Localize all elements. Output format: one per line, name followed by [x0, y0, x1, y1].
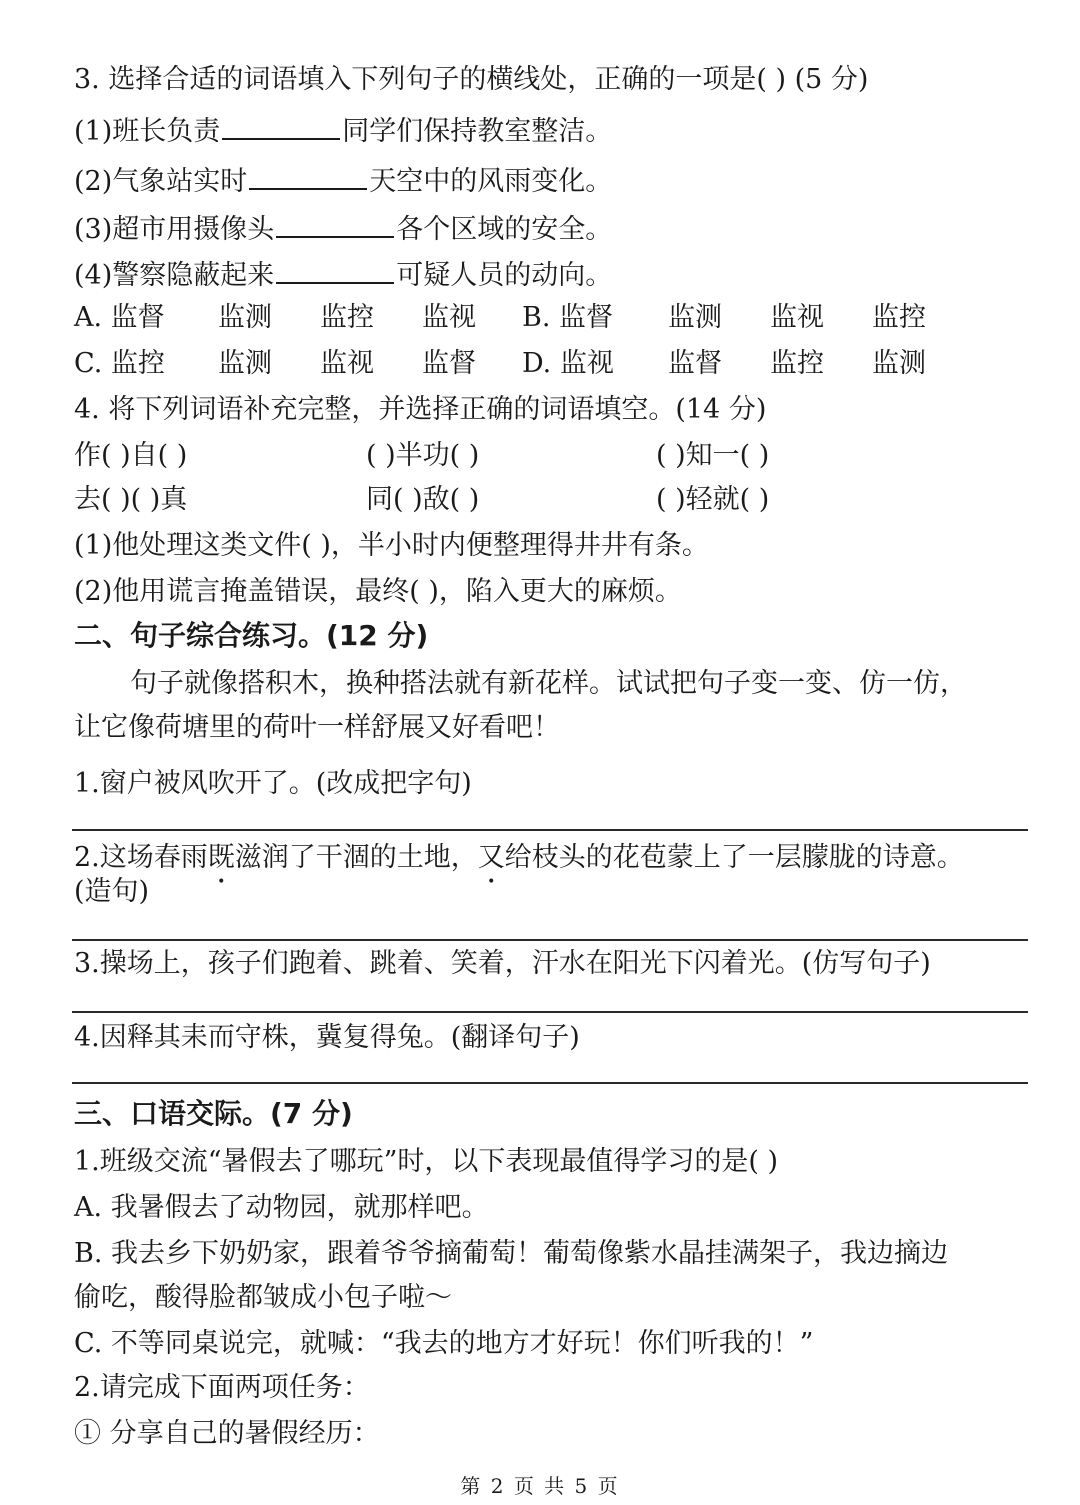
section-3-heading: 三、口语交际。(7 分): [74, 1097, 353, 1130]
s3-option-a[interactable]: A. 我暑假去了动物园，就那样吧。: [74, 1192, 489, 1223]
sentence-text: 同学们保持教室整洁。: [342, 116, 613, 147]
option-a-word-2: 监测: [218, 302, 272, 333]
sentence-text: (1)班长负责: [74, 116, 221, 147]
sentence-text: 各个区域的安全。: [396, 214, 613, 245]
idiom-blank[interactable]: ( )知一( ): [656, 440, 770, 471]
option-d-word-4: 监测: [872, 348, 926, 379]
option-b-word-1[interactable]: B. 监督: [522, 302, 614, 333]
answer-line[interactable]: [72, 829, 1028, 831]
s2-question-1: 1.窗户被风吹开了。(改成把字句): [74, 768, 472, 799]
sentence-text: 2.这场春雨: [74, 842, 208, 873]
s3-question-2: 2.请完成下面两项任务：: [74, 1372, 370, 1403]
answer-line[interactable]: [72, 1011, 1028, 1013]
section-2-intro-cont: 让它像荷塘里的荷叶一样舒展又好看吧！: [74, 712, 560, 743]
idiom-blank[interactable]: 同( )敌( ): [366, 484, 480, 515]
idiom-blank[interactable]: ( )半功( ): [366, 440, 480, 471]
s3-question-1: 1.班级交流“暑假去了哪玩”时，以下表现最值得学习的是( ): [74, 1146, 779, 1177]
sentence-text: 给枝头的花苞蒙上了一层朦胧的诗意。: [504, 842, 964, 873]
s2-question-2-suffix: (造句): [74, 876, 150, 907]
q4-stem: 4. 将下列词语补充完整，并选择正确的词语填空。(14 分): [74, 394, 767, 425]
s3-option-b[interactable]: B. 我去乡下奶奶家，跟着爷爷摘葡萄！葡萄像紫水晶挂满架子，我边摘边: [74, 1238, 949, 1269]
option-b-word-3: 监视: [770, 302, 824, 333]
q3-sentence-1: [74, 112, 612, 150]
answer-line[interactable]: [72, 939, 1028, 941]
sentence-text: (2)气象站实时: [74, 166, 248, 197]
option-d-word-1[interactable]: D. 监视: [522, 348, 614, 379]
s3-option-c[interactable]: C. 不等同桌说完，就喊：“我去的地方才好玩！你们听我的！”: [74, 1328, 814, 1359]
sentence-text: 滋润了干涸的土地，: [234, 842, 478, 873]
section-2-heading: 二、句子综合练习。(12 分): [74, 619, 429, 652]
q3-stem: 3. 选择合适的词语填入下列句子的横线处，正确的一项是( ) (5 分): [74, 64, 869, 95]
answer-line[interactable]: [72, 1082, 1028, 1084]
fill-blank[interactable]: [276, 256, 394, 284]
s3-task-1: ① 分享自己的暑假经历：: [74, 1418, 380, 1449]
fill-blank[interactable]: [276, 210, 394, 238]
option-c-word-2: 监测: [218, 348, 272, 379]
sentence-text: (3)超市用摄像头: [74, 214, 275, 245]
option-a-word-4: 监视: [422, 302, 476, 333]
option-a-word-1[interactable]: A. 监督: [74, 302, 165, 333]
emphasis-char: 既: [207, 842, 235, 873]
option-b-word-4: 监控: [872, 302, 926, 333]
page-footer: 第 2 页 共 5 页: [460, 1474, 620, 1498]
emphasis-char: 又: [477, 842, 505, 873]
q3-sentence-2: [74, 162, 612, 200]
s2-question-4: 4.因释其耒而守株，冀复得兔。(翻译句子): [74, 1022, 580, 1053]
idiom-blank[interactable]: ( )轻就( ): [656, 484, 770, 515]
sentence-text: (4)警察隐蔽起来: [74, 260, 275, 291]
option-c-word-3: 监视: [320, 348, 374, 379]
s3-option-b-cont: 偷吃，酸得脸都皱成小包子啦～: [74, 1282, 452, 1313]
sentence-text: 天空中的风雨变化。: [369, 166, 613, 197]
option-c-word-1[interactable]: C. 监控: [74, 348, 165, 379]
sentence-text: 可疑人员的动向。: [396, 260, 613, 291]
q4-sentence-1: (1)他处理这类文件( )，半小时内便整理得井井有条。: [74, 530, 709, 561]
option-c-word-4: 监督: [422, 348, 476, 379]
option-b-word-2: 监测: [668, 302, 722, 333]
s2-question-2: [74, 840, 964, 876]
s2-question-3: 3.操场上，孩子们跑着、跳着、笑着，汗水在阳光下闪着光。(仿写句子): [74, 948, 931, 979]
section-2-intro: 句子就像搭积木，换种搭法就有新花样。试试把句子变一变、仿一仿，: [130, 668, 967, 699]
idiom-blank[interactable]: 去( )( )真: [74, 484, 188, 515]
option-d-word-3: 监控: [770, 348, 824, 379]
q3-sentence-3: [74, 210, 612, 248]
fill-blank[interactable]: [249, 162, 367, 190]
fill-blank[interactable]: [222, 112, 340, 140]
option-d-word-2: 监督: [668, 348, 722, 379]
option-a-word-3: 监控: [320, 302, 374, 333]
q3-sentence-4: [74, 256, 612, 294]
idiom-blank[interactable]: 作( )自( ): [74, 440, 188, 471]
q4-sentence-2: (2)他用谎言掩盖错误，最终( )，陷入更大的麻烦。: [74, 576, 682, 607]
